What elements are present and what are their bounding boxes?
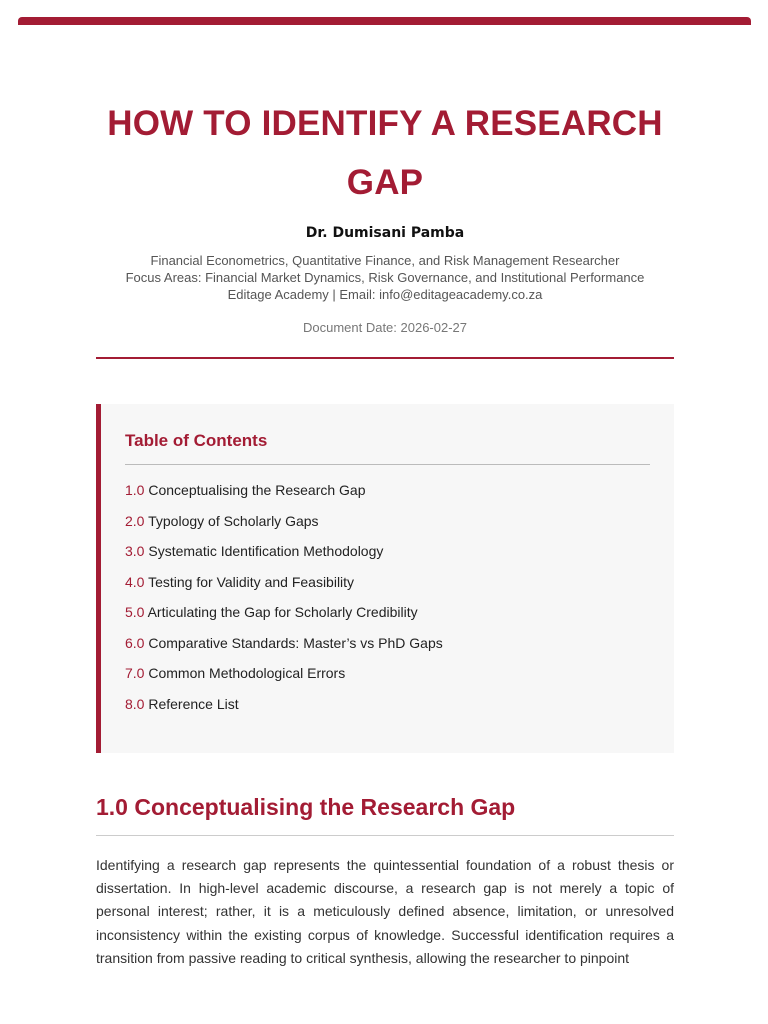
section-divider [96, 835, 674, 836]
toc-item-typology[interactable] [125, 513, 443, 544]
toc-item-label: Typology of Scholarly Gaps [148, 512, 319, 529]
section-heading: 1.0 Conceptualising the Research Gap [96, 794, 516, 820]
toc-title: Table of Contents [125, 431, 268, 450]
toc-item-label: Comparative Standards: Master’s vs PhD Gaps [148, 634, 443, 651]
toc-item-conceptualising[interactable] [125, 482, 443, 513]
toc-item-validity[interactable] [125, 574, 443, 605]
toc-item-number: 3.0 [125, 543, 145, 559]
toc-item-number: 6.0 [125, 634, 145, 651]
toc-list [125, 482, 443, 726]
toc-item-label: Reference List [148, 695, 239, 712]
toc-item-comparative[interactable] [125, 635, 443, 666]
toc-item-articulating[interactable] [125, 604, 443, 635]
toc-item-label: Conceptualising the Research Gap [148, 482, 366, 498]
author-affiliation [76, 252, 694, 303]
toc-item-errors[interactable] [125, 665, 443, 696]
header-divider [96, 357, 674, 359]
toc-item-references[interactable] [125, 696, 443, 727]
toc-item-label: Articulating the Gap for Scholarly Credibility [147, 604, 418, 620]
table-of-contents [96, 404, 674, 753]
toc-item-methodology[interactable] [125, 543, 443, 574]
toc-item-number: 2.0 [125, 512, 145, 529]
affiliation-line: Editage Academy | Email: info@editageacademy.co.za [227, 287, 543, 302]
top-accent-bar [18, 17, 751, 25]
section-paragraph: Identifying a research gap represents the quintessential foundation of a robust thesis or dissertation. In high-level academic discourse, a research gap is not merely a topic of personal interest; rather, it is a meticulously defined absence, limitation, or unresolved inconsistency within the existing corpus of knowledge. Successful identification requires a transition from passive reading to critical synthesis, allowing the researcher to pinpoint [96, 857, 674, 966]
toc-item-number: 4.0 [125, 573, 145, 590]
author-name: Dr. Dumisani Pamba [305, 225, 465, 241]
toc-item-number: 7.0 [125, 665, 145, 681]
affiliation-line: Financial Econometrics, Quantitative Finance, and Risk Management Researcher [150, 253, 620, 268]
toc-item-label: Common Methodological Errors [148, 665, 346, 681]
toc-item-number: 1.0 [125, 482, 145, 498]
affiliation-line: Focus Areas: Financial Market Dynamics, Risk Governance, and Institutional Performance [125, 270, 645, 285]
toc-item-number: 5.0 [125, 604, 145, 620]
toc-item-number: 8.0 [125, 695, 145, 712]
document-title: HOW TO IDENTIFY A RESEARCH GAP [107, 104, 663, 202]
toc-item-label: Systematic Identification Methodology [148, 543, 384, 559]
document-date: Document Date: 2026-02-27 [302, 320, 468, 335]
toc-item-label: Testing for Validity and Feasibility [148, 573, 355, 590]
toc-divider [125, 464, 650, 465]
